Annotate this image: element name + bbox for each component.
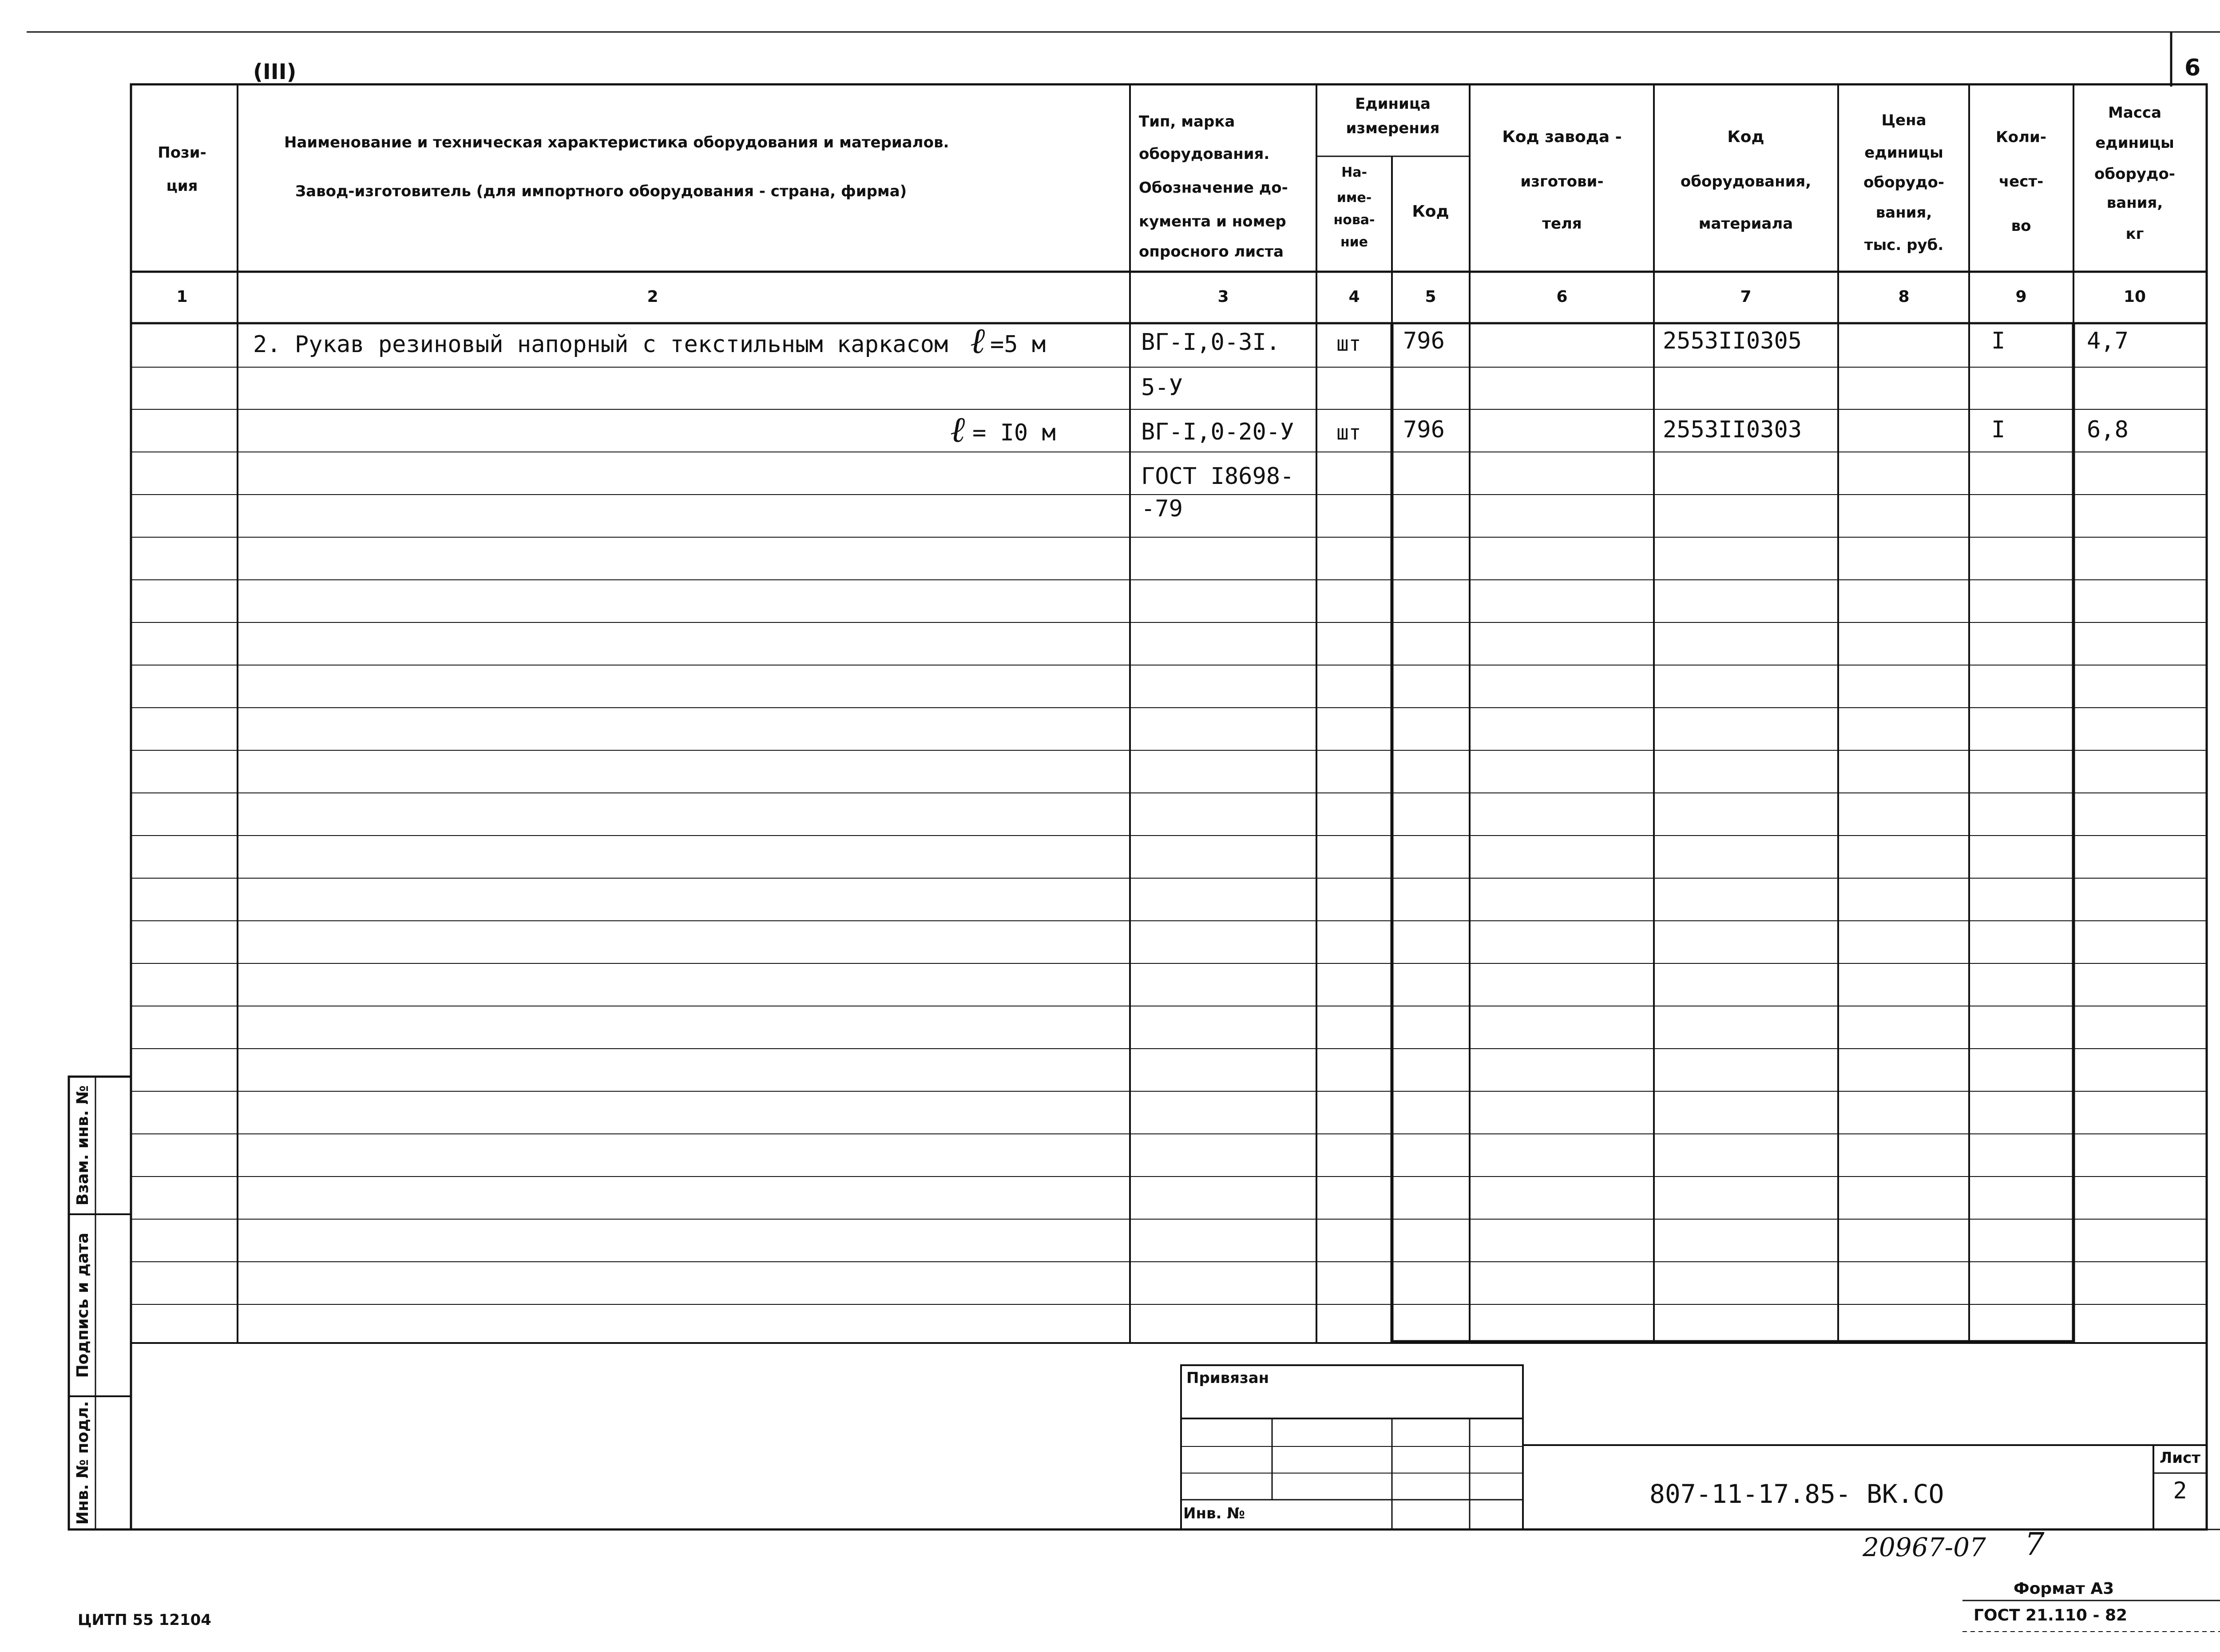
item-length: =5 м [990,331,1046,358]
item-equipment-code: 2553II0303 [1663,416,1802,443]
item-quantity: I [1991,328,2006,354]
column-number-row [176,288,2146,306]
col-header-factory-code-1: Код завода - [1502,128,1622,146]
item-mass: 4,7 [2087,328,2129,354]
table-body [253,320,2129,522]
col-header-equipment-code-1: Код [1727,128,1764,146]
document-code: 807-11-17.85- ВК.СО [1649,1479,1944,1509]
item-name: 2. Рукав резиновый напорный с текстильным каркасом [253,331,948,358]
item-quantity: I [1991,416,2006,443]
col-header-unit-name-4: ние [1340,234,1368,250]
col-header-unit-code: Код [1412,202,1449,221]
col-header-position: Пози- [158,144,206,162]
col-header-name: Наименование и техническая характеристика оборудования и материалов. [284,134,949,151]
format-label: Формат А3 [2014,1580,2114,1598]
item-equipment-code: 2553II0305 [1663,328,1802,354]
col-header-price-2: единицы [1864,144,1943,162]
col-header-unit-name-1: На- [1341,165,1367,180]
col-header-mass-2: единицы [2095,134,2174,152]
item-unit-code: 796 [1403,416,1445,443]
col-number-9: 9 [2015,288,2027,306]
col-number-4: 4 [1348,288,1360,306]
col-header-price-5: тыс. руб. [1864,236,1944,254]
col-header-quantity-2: чест- [1998,173,2044,190]
length-symbol: ℓ [970,320,985,361]
col-header-mass-1: Масса [2108,104,2162,122]
side-stamp-original-inv: Инв. № подл. [74,1401,92,1525]
col-header-factory-code-2: изготови- [1520,173,1604,190]
col-header-type-1: Тип, марка [1139,113,1235,131]
section-mark: (III) [253,59,297,84]
side-stamp [74,1085,92,1525]
col-header-price-3: оборудо- [1863,174,1944,191]
page-number: 6 [2184,55,2201,81]
col-header-unit-2: измерения [1346,119,1440,137]
col-header-type-5: опросного листа [1139,243,1284,261]
archive-number [1862,1526,2045,1562]
col-header-manufacturer: Завод-изготовитель (для импортного оборудования - страна, фирма) [295,182,907,200]
item-type-cont: -79 [1141,495,1183,522]
footer [78,1580,2127,1629]
archive-number-text: 20967-07 [1863,1532,1986,1562]
col-header-mass-4: вания, [2106,194,2163,212]
item-type-cont: ГОСТ I8698- [1141,463,1294,490]
item-unit-code: 796 [1403,328,1445,354]
col-number-6: 6 [1556,288,1568,306]
sheet-number: 2 [2173,1478,2187,1504]
item-unit-name: шт [1336,420,1361,444]
side-stamp-signature-date: Подпись и дата [74,1232,92,1378]
col-number-5: 5 [1425,288,1436,306]
col-header-equipment-code-2: оборудования, [1680,173,1812,190]
item-type: ВГ-I,0-20-У [1141,419,1294,445]
col-header-mass-3: оборудо- [2094,165,2175,183]
archive-mark-text: 7 [2025,1526,2045,1562]
gost-label: ГОСТ 21.110 - 82 [1974,1606,2128,1624]
col-header-price-4: вания, [1875,204,1932,222]
table-header [158,55,2200,261]
item-type: ВГ-I,0-3I. [1141,329,1280,356]
col-header-price-1: Цена [1881,111,1927,129]
item-length: = I0 м [972,420,1056,446]
col-number-7: 7 [1740,288,1752,306]
col-header-unit-1: Единица [1355,95,1431,113]
item-unit-name: шт [1336,332,1361,356]
table-grid [131,84,2207,1343]
col-header-position-2: ция [166,177,198,195]
col-header-unit-name-3: нова- [1333,212,1375,228]
col-header-factory-code-3: теля [1542,215,1582,233]
footer-left-code: ЦИТП 55 12104 [78,1611,211,1629]
side-stamp-replace-inv: Взам. инв. № [74,1085,92,1206]
linked-label: Привязан [1186,1369,1269,1387]
item-type-cont: 5-У [1141,374,1183,401]
col-number-1: 1 [176,288,188,306]
length-symbol: ℓ [950,409,965,450]
col-header-unit-name-2: име- [1336,190,1372,206]
col-header-type-3: Обозначение до- [1139,179,1288,197]
table-row [950,409,2129,522]
col-number-8: 8 [1898,288,1910,306]
col-header-quantity-3: во [2011,217,2031,235]
sheet-label: Лист [2160,1449,2200,1467]
item-mass: 6,8 [2087,416,2129,443]
col-header-mass-5: кг [2125,225,2144,243]
col-number-2: 2 [647,288,658,306]
col-header-type-2: оборудования. [1139,145,1270,163]
col-number-10: 10 [2123,288,2146,306]
inv-number-label: Инв. № [1183,1505,1245,1522]
col-number-3: 3 [1217,288,1229,306]
col-header-quantity-1: Коли- [1996,128,2046,146]
col-header-type-4: кумента и номер [1139,213,1286,230]
table-row [253,320,2129,401]
col-header-equipment-code-3: материала [1698,215,1793,233]
